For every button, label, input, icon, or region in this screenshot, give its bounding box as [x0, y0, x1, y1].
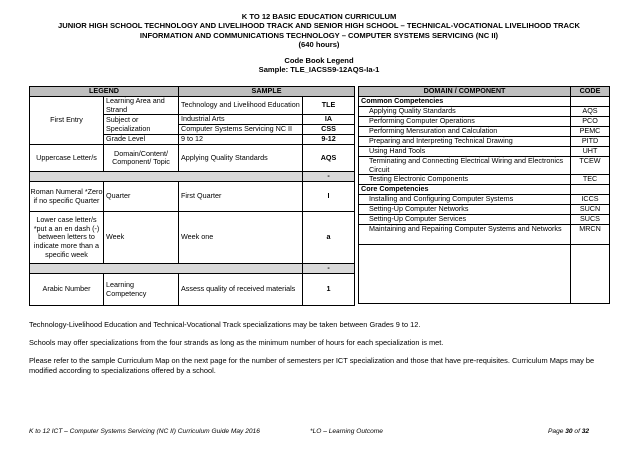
domain-table — [358, 86, 610, 304]
legend-first-entry: First Entry — [30, 97, 104, 145]
code-book-legend-heading — [0, 56, 638, 75]
header-line-4: (640 hours) — [298, 40, 340, 50]
note-2: Schools may offer specializations from the four strands as long as the minimum number of hours for each specialization is met. — [29, 338, 444, 347]
code-cell — [571, 185, 610, 195]
sample-code-cell: IA — [303, 115, 355, 125]
sample-code-cell: 1 — [303, 274, 355, 306]
legend-lowercase: Lower case letter/s *put a an en dash (-) between letters to indicate more than a specific week — [30, 212, 104, 264]
code-cell — [571, 245, 610, 304]
code-cell: MRCN — [571, 225, 610, 245]
code-cell: PCO — [571, 117, 610, 127]
domain-item: Performing Mensuration and Calculation — [359, 127, 571, 137]
sample-text: First Quarter — [179, 182, 303, 212]
code-cell — [571, 97, 610, 107]
separator-code: - — [303, 264, 355, 274]
domain-table-header — [359, 87, 610, 97]
domain-header: DOMAIN / COMPONENT — [359, 87, 571, 97]
table-row — [359, 127, 610, 137]
sample-text: Week one — [179, 212, 303, 264]
page-current: 30 — [565, 428, 573, 435]
domain-item — [359, 245, 571, 304]
sample-text: 9 to 12 — [179, 135, 303, 145]
legend-desc: Domain/Content/ Component/ Topic — [104, 145, 179, 172]
separator-row — [30, 264, 355, 274]
separator-cell — [30, 264, 303, 274]
table-row — [359, 205, 610, 215]
domain-item: Setting-Up Computer Services — [359, 215, 571, 225]
table-row — [30, 182, 355, 212]
header-line-2: JUNIOR HIGH SCHOOL TECHNOLOGY AND LIVELIHOOD TRACK AND SENIOR HIGH SCHOOL – TECHNICAL-VOCATIONAL LIVELIHOOD TRACK — [58, 21, 580, 31]
sample-code-cell: 9-12 — [303, 135, 355, 145]
footer-note: *LO – Learning Outcome — [310, 428, 383, 435]
group-heading: Common Competencies — [359, 97, 571, 107]
sample-code-cell: AQS — [303, 145, 355, 172]
table-row — [359, 117, 610, 127]
code-cell: PEMC — [571, 127, 610, 137]
page-of: of — [572, 428, 582, 435]
domain-item: Installing and Configuring Computer Systems — [359, 195, 571, 205]
table-row — [359, 175, 610, 185]
legend-table-header — [30, 87, 355, 97]
legend-desc: Learning Area and Strand — [104, 97, 179, 115]
code-cell: UHT — [571, 147, 610, 157]
page-prefix: Page — [548, 428, 566, 435]
code-cell: TEC — [571, 175, 610, 185]
table-row — [359, 157, 610, 175]
document-header — [0, 12, 638, 50]
note-1: Technology-Livelihood Education and Technical-Vocational Track specializations may be taken between Grades 9 to 12. — [29, 320, 421, 329]
legend-desc: Subject or Specialization — [104, 115, 179, 135]
table-row — [359, 215, 610, 225]
header-line-1: K TO 12 BASIC EDUCATION CURRICULUM — [241, 12, 397, 21]
code-cell: PITD — [571, 137, 610, 147]
header-line-3: INFORMATION AND COMMUNICATIONS TECHNOLOGY – COMPUTER SYSTEMS SERVICING (NC II) — [139, 30, 499, 40]
code-cell: AQS — [571, 107, 610, 117]
sample-text: Industrial Arts — [179, 115, 303, 125]
blank-row — [359, 245, 610, 304]
sample-text: Computer Systems Servicing NC II — [179, 125, 303, 135]
legend-desc: Learning Competency — [104, 274, 179, 306]
group-heading: Core Competencies — [359, 185, 571, 195]
footer-title: K to 12 ICT – Computer Systems Servicing (NC II) Curriculum Guide May 2016 — [29, 428, 260, 435]
sample-text: Technology and Livelihood Education — [179, 97, 303, 115]
separator-row — [30, 172, 355, 182]
table-row — [359, 147, 610, 157]
sample-text: Applying Quality Standards — [179, 145, 303, 172]
domain-item: Testing Electronic Components — [359, 175, 571, 185]
separator-cell — [30, 172, 303, 182]
sample-code: Sample: TLE_IACSS9-12AQS-Ia-1 — [258, 65, 380, 75]
sample-code-cell: CSS — [303, 125, 355, 135]
sample-code-cell: I — [303, 182, 355, 212]
domain-item: Preparing and Interpreting Technical Drawing — [359, 137, 571, 147]
page-total: 32 — [581, 428, 590, 435]
domain-item: Performing Computer Operations — [359, 117, 571, 127]
legend-title: Code Book Legend — [284, 56, 354, 65]
group-heading-row — [359, 185, 610, 195]
legend-arabic: Arabic Number — [30, 274, 104, 306]
domain-item: Applying Quality Standards — [359, 107, 571, 117]
table-row — [30, 97, 355, 115]
legend-roman: Roman Numeral *Zero if no specific Quarter — [30, 182, 104, 212]
sample-code-cell: a — [303, 212, 355, 264]
legend-desc: Week — [104, 212, 179, 264]
domain-item: Setting-Up Computer Networks — [359, 205, 571, 215]
legend-header: LEGEND — [30, 87, 179, 97]
table-row — [30, 212, 355, 264]
legend-uppercase: Uppercase Letter/s — [30, 145, 104, 172]
legend-desc: Quarter — [104, 182, 179, 212]
code-cell: SUCN — [571, 205, 610, 215]
sample-code-cell: TLE — [303, 97, 355, 115]
code-cell: SUCS — [571, 215, 610, 225]
domain-item: Terminating and Connecting Electrical Wiring and Electronics Circuit — [359, 157, 571, 175]
sample-header: SAMPLE — [179, 87, 355, 97]
domain-item: Using Hand Tools — [359, 147, 571, 157]
table-row — [359, 107, 610, 117]
code-cell: ICCS — [571, 195, 610, 205]
sample-text: Assess quality of received materials — [179, 274, 303, 306]
code-header: CODE — [571, 87, 610, 97]
table-row — [30, 274, 355, 306]
code-cell: TCEW — [571, 157, 610, 175]
separator-code: - — [303, 172, 355, 182]
table-row — [359, 137, 610, 147]
domain-item: Maintaining and Repairing Computer Systems and Networks — [359, 225, 571, 245]
legend-table — [29, 86, 355, 306]
legend-desc: Grade Level — [104, 135, 179, 145]
table-row — [359, 225, 610, 245]
group-heading-row — [359, 97, 610, 107]
table-row — [359, 195, 610, 205]
note-3: Please refer to the sample Curriculum Map on the next page for the number of semesters per ICT specialization and those that have pre-requisites. Curriculum Maps may be modified according to specializations offered by a school. — [29, 356, 595, 375]
table-row — [30, 145, 355, 172]
page-number — [548, 428, 589, 435]
